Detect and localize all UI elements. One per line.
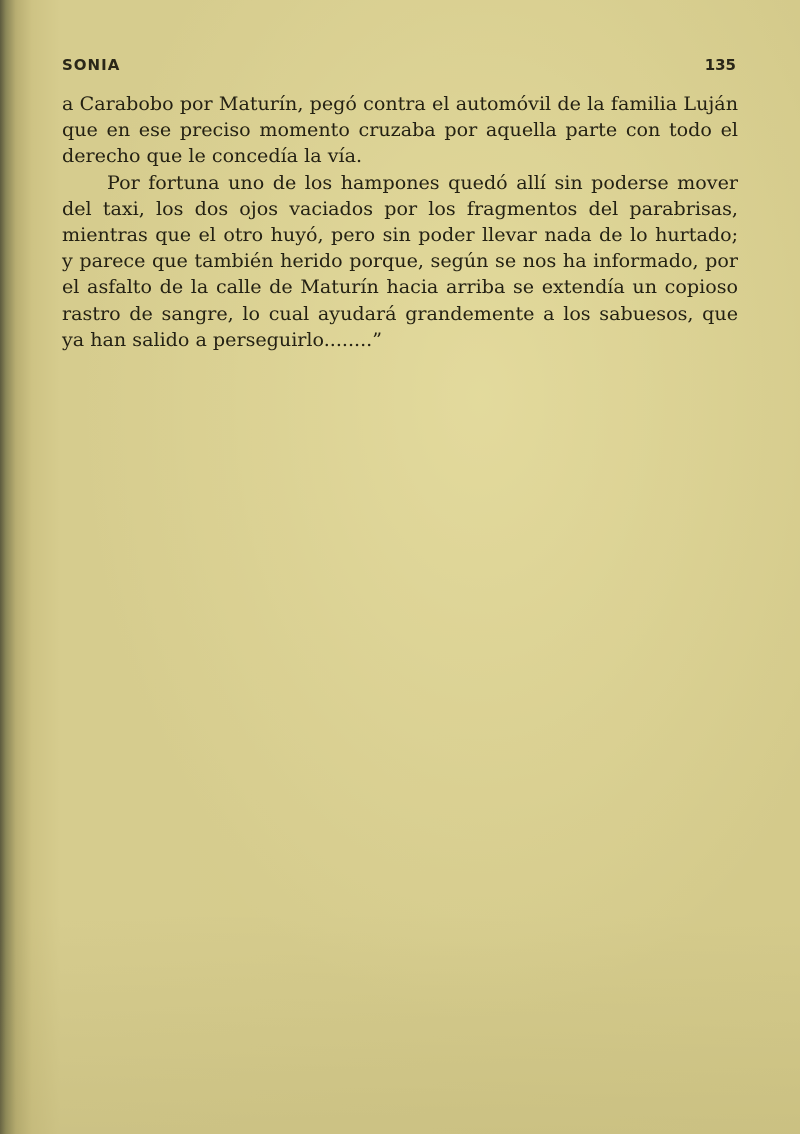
body-text — [62, 91, 738, 353]
running-title: SONIA — [62, 56, 121, 74]
running-head — [62, 56, 738, 76]
paragraph-1: a Carabobo por Maturín, pegó contra el automóvil de la familia Luján que en ese preciso momento cruzaba por aquella parte con todo el derecho que le concedía la vía. — [62, 92, 738, 168]
paragraph-2: Por fortuna uno de los hampones quedó allí sin poderse mover del taxi, los dos ojos vaciados por los fragmentos del parabrisas, mientras que el otro huyó, pero sin poder llevar nada de lo hurtado; y parece que también herido porque, según se nos ha informado, por el asfalto de la calle de Maturín hacia arriba se extendía un copioso rastro de sangre, lo cual ayudará grandemente a los sabuesos, que ya han salido a perseguirlo........” — [62, 170, 738, 351]
page-number: 135 — [704, 56, 736, 74]
